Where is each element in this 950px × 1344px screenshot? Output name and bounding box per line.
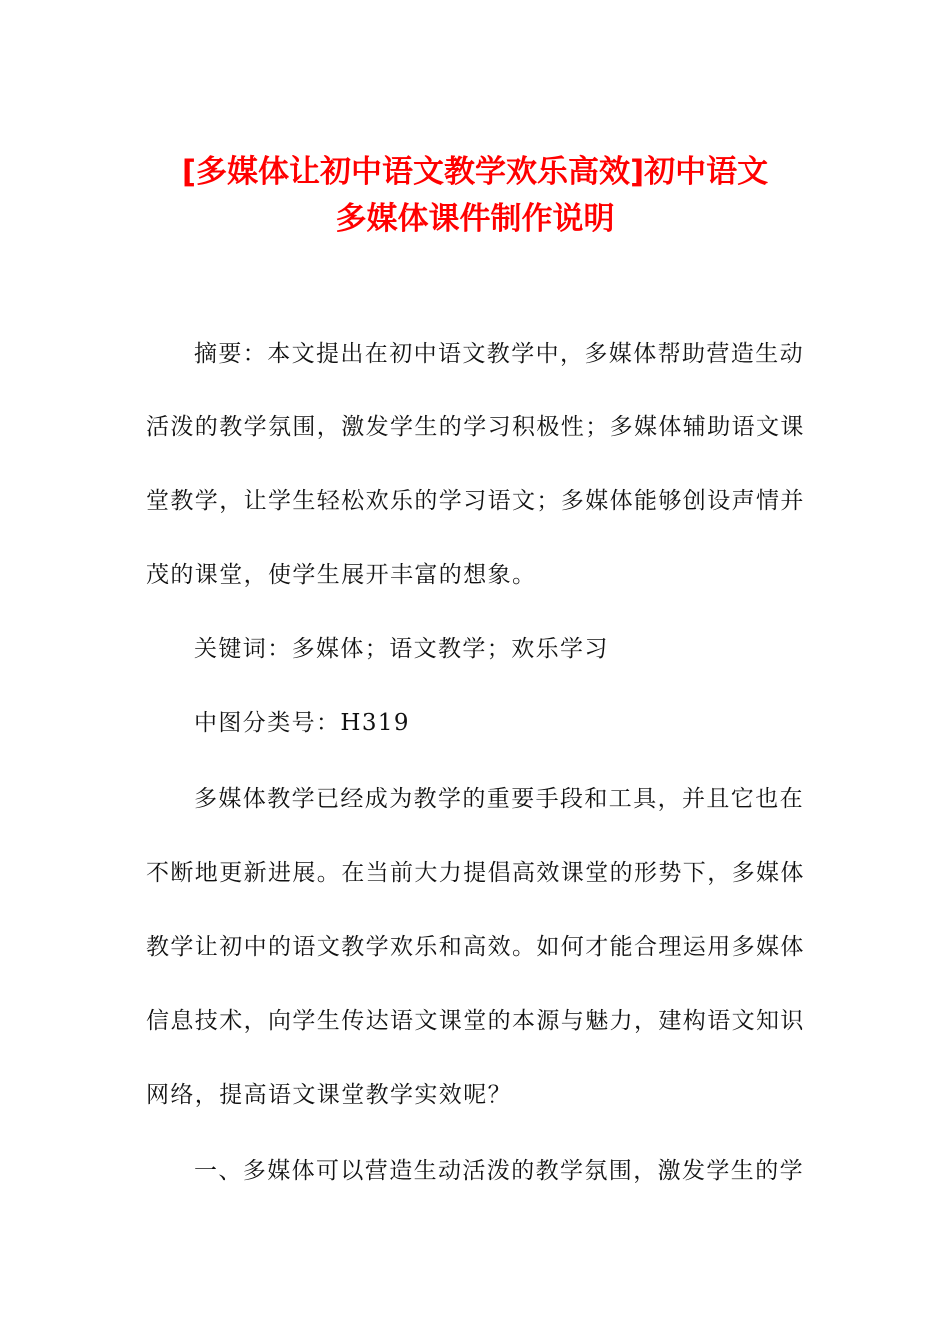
intro-line-3: 教学让初中的语文教学欢乐和高效。如何才能合理运用多媒体 bbox=[146, 934, 805, 960]
document-title-line-1: [多媒体让初中语文教学欢乐高效]初中语文 bbox=[181, 154, 769, 190]
classification-line: 中图分类号：H319 bbox=[194, 710, 410, 736]
document-title-line-2: 多媒体课件制作说明 bbox=[335, 201, 615, 237]
intro-line-4: 信息技术，向学生传达语文课堂的本源与魅力，建构语文知识 bbox=[146, 1008, 805, 1034]
intro-line-2: 不断地更新进展。在当前大力提倡高效课堂的形势下，多媒体 bbox=[146, 860, 805, 886]
keywords-line: 关键词：多媒体；语文教学；欢乐学习 bbox=[194, 636, 609, 662]
abstract-line-4: 茂的课堂，使学生展开丰富的想象。 bbox=[146, 562, 537, 588]
intro-line-5: 网络，提高语文课堂教学实效呢？ bbox=[146, 1082, 512, 1108]
section-heading-line: 一、多媒体可以营造生动活泼的教学氛围，激发学生的学 bbox=[194, 1158, 804, 1184]
intro-line-1: 多媒体教学已经成为教学的重要手段和工具，并且它也在 bbox=[194, 786, 804, 812]
abstract-line-3: 堂教学，让学生轻松欢乐的学习语文；多媒体能够创设声情并 bbox=[146, 488, 805, 514]
abstract-line-1: 摘要：本文提出在初中语文教学中，多媒体帮助营造生动 bbox=[194, 341, 804, 367]
abstract-line-2: 活泼的教学氛围，激发学生的学习积极性；多媒体辅助语文课 bbox=[146, 414, 805, 440]
